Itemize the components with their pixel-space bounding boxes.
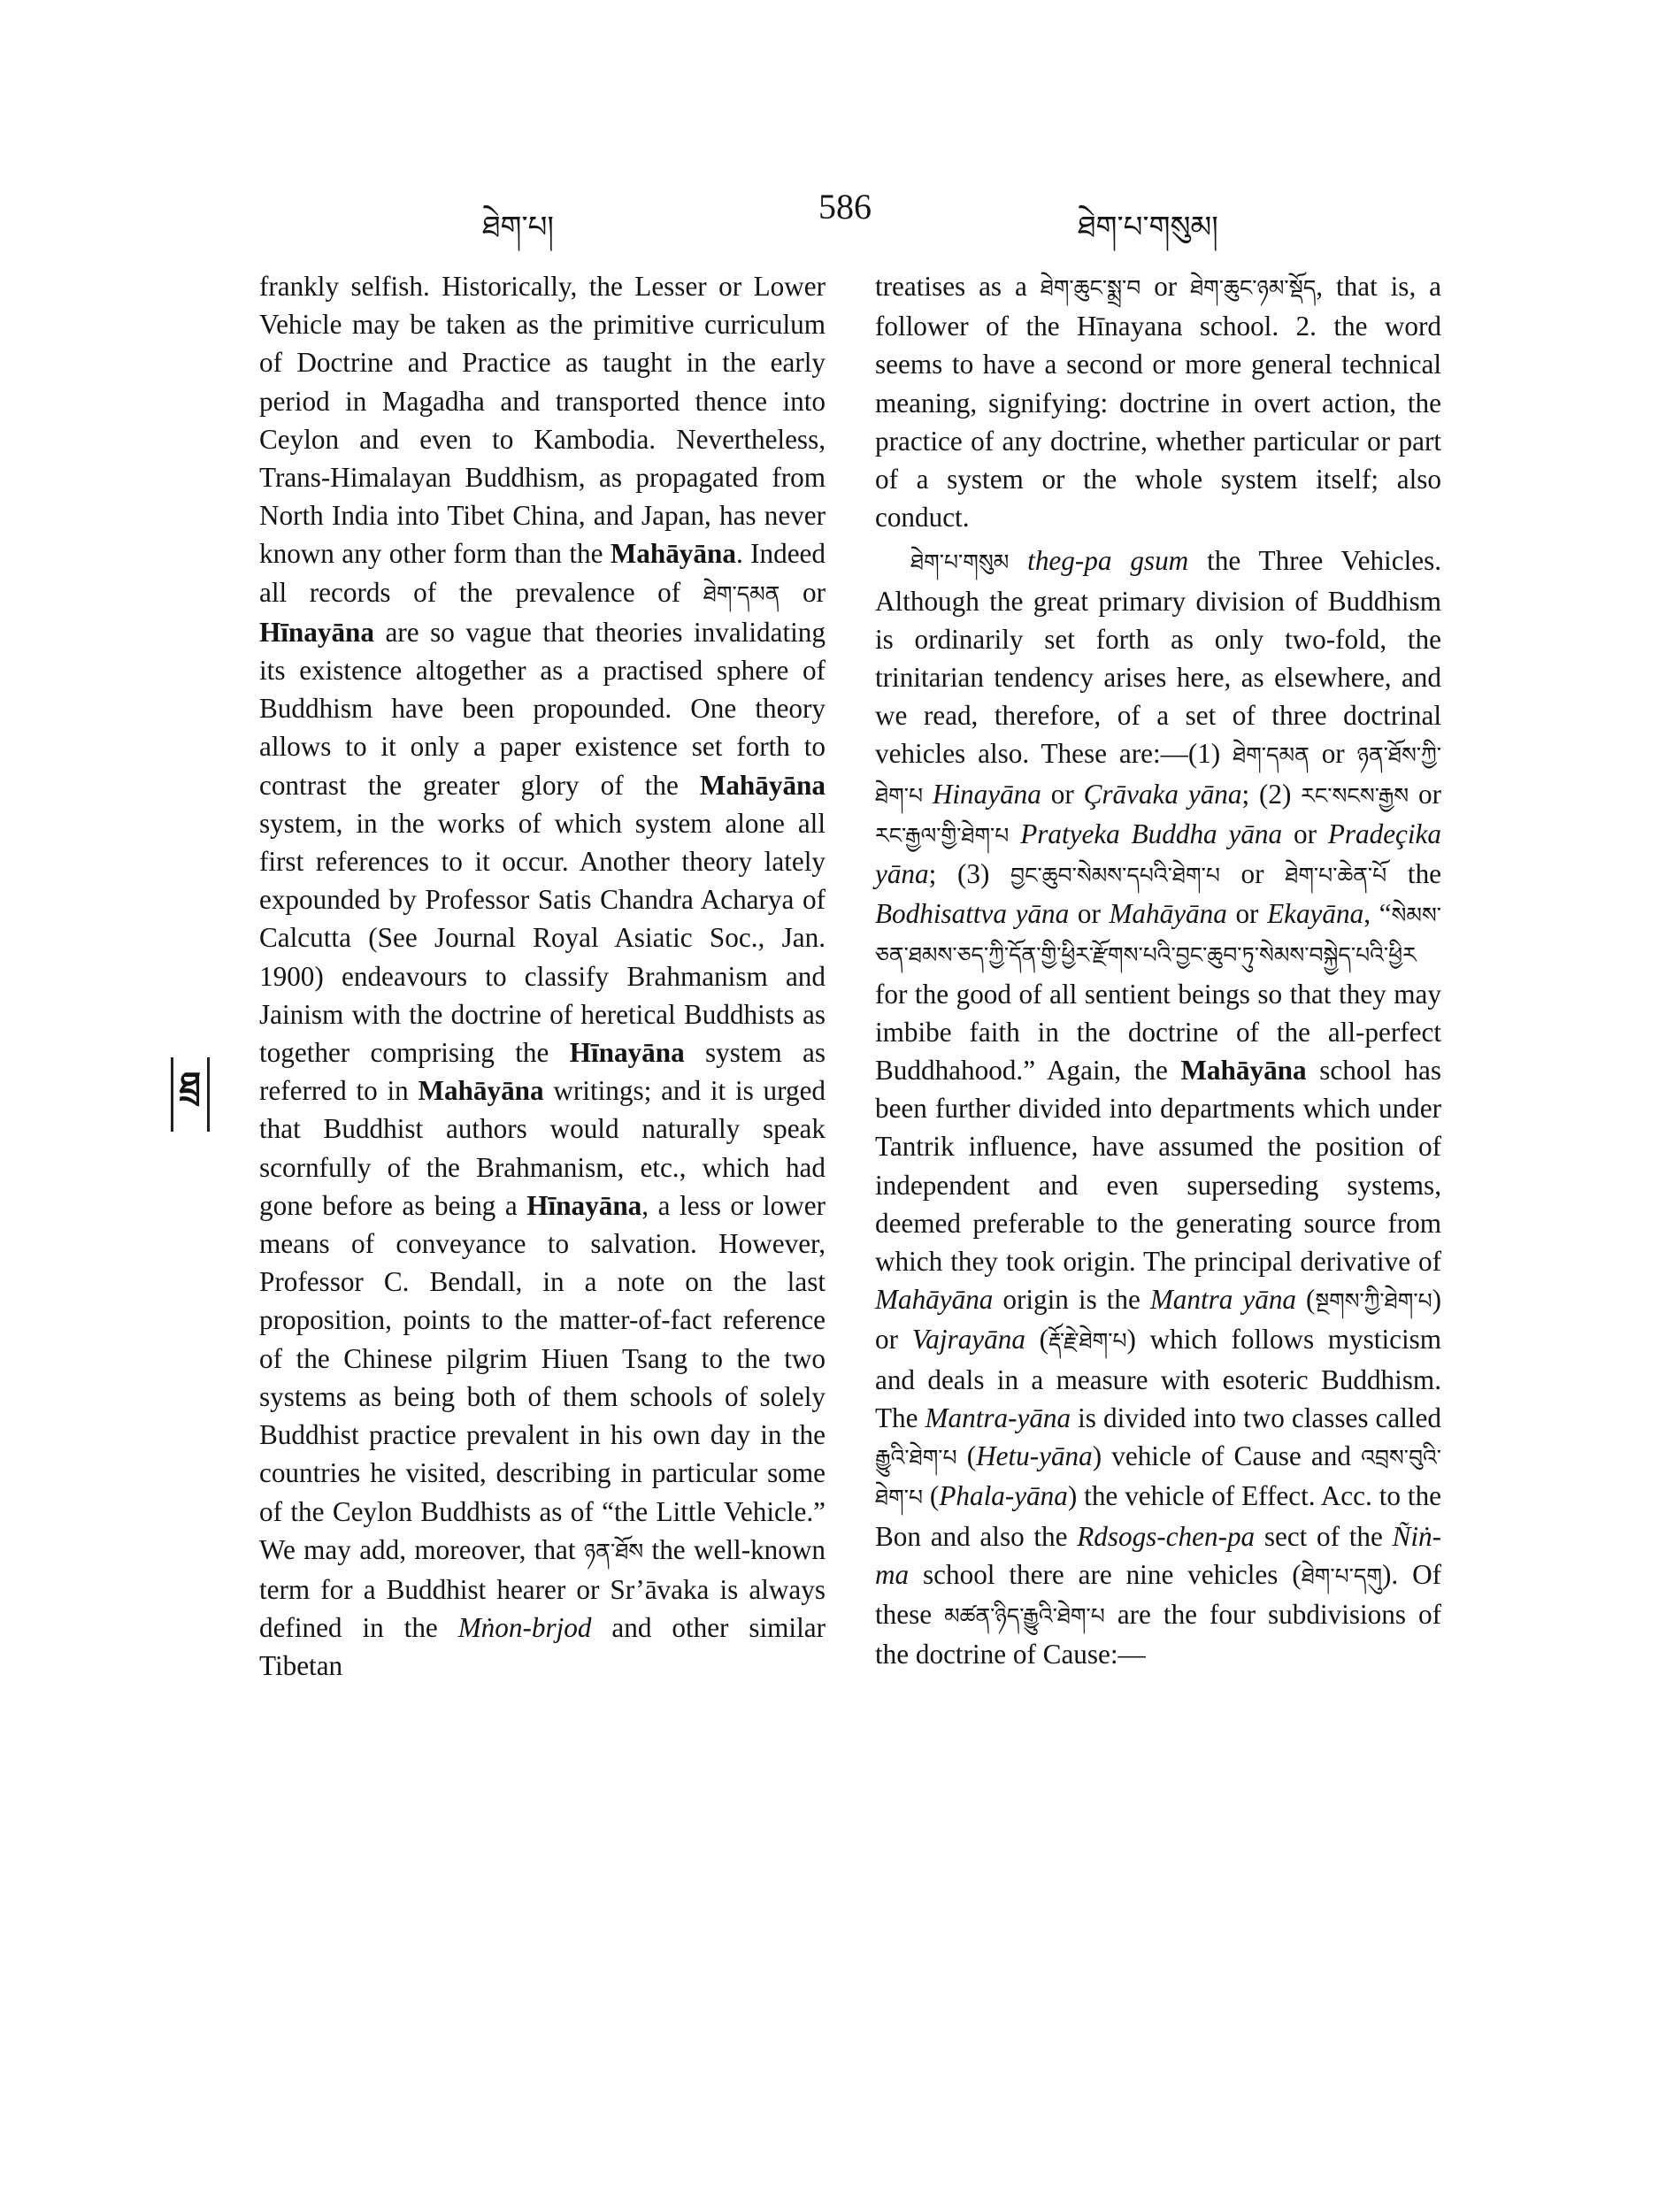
text-run: frankly selfish. Historically, the Lesser or Lower Vehicle may be taken as the primitive curriculum of Doctrine and Practice as taught in the early period in Magadha and transported thence into Ceylon and even to Kambodia. Nevertheless, Trans-Himalayan Buddhism, as propagated from North India into Tibet China, and Japan, has never known any other form than the	[259, 271, 826, 570]
tibetan-term: འབྲས་བུའི་ཐེག་པ	[875, 1445, 1441, 1511]
italic-term: Çrāvaka yāna	[1083, 778, 1242, 810]
italic-term: Pratyeka Buddha yāna	[1020, 818, 1283, 849]
term-mahayana: Mahāyāna	[1180, 1055, 1307, 1087]
right-column	[875, 267, 1441, 1673]
italic-term: Ekayāna	[1267, 898, 1364, 930]
text-run: (	[1025, 1324, 1049, 1356]
text-run: ) or	[875, 1284, 1442, 1356]
text-run	[1009, 545, 1027, 576]
margin-letter-mark: ཐྲ	[171, 1057, 210, 1132]
text-run: school there are nine vehicles (	[909, 1558, 1302, 1590]
left-paragraph-1	[259, 267, 826, 1686]
term-mnon-brjod: Mṅon-brjod	[457, 1612, 592, 1644]
italic-term: Vajrayāna	[911, 1324, 1025, 1356]
text-run	[1009, 818, 1020, 849]
right-paragraph-1	[875, 267, 1441, 536]
italic-term: Ñiṅ-ma	[875, 1520, 1441, 1590]
tibetan-term: ཉན་ཐོས་ཀྱི་ཐེག་པ	[875, 742, 1441, 809]
page-header	[0, 186, 1659, 245]
text-run: (	[1296, 1284, 1316, 1316]
text-run: ; (2)	[1241, 778, 1302, 810]
text-run: the Three Vehicles. Although the great primary division of Buddhism is ordinarily set forth as only two-fold, the trinitarian tendency arises here, as elsewhere, and we read, therefore, of a set of three doctrinal vehicles also. These are:—(1)	[875, 545, 1442, 770]
tibetan-term: རྡོ་རྗེ་ཐེག་པ	[1048, 1328, 1127, 1355]
italic-term: Mahāyāna	[1109, 898, 1227, 930]
tibetan-term: ཐེག་པ་དགུ	[1301, 1563, 1382, 1589]
tibetan-term: རང་སངས་རྒྱས	[1301, 782, 1409, 809]
right-paragraph-2	[875, 541, 1441, 1673]
text-run: system as referred to in	[259, 1037, 826, 1107]
term-mahayana: Mahāyāna	[610, 538, 736, 570]
italic-term: Mahāyāna	[875, 1284, 994, 1316]
text-run: or	[1226, 898, 1268, 930]
text-run: (	[922, 1480, 940, 1512]
text-run: or	[1282, 818, 1328, 849]
text-run: or	[1141, 271, 1191, 302]
italic-term: Phala-yāna	[939, 1480, 1068, 1512]
text-run: origin is the	[993, 1284, 1150, 1316]
page-number: 586	[818, 187, 872, 227]
term-hinayana: Hīnayāna	[569, 1037, 685, 1069]
term-mahayana: Mahāyāna	[418, 1075, 544, 1107]
tibetan-term: ཉན་ཐོས	[583, 1538, 644, 1564]
tibetan-term: སྔགས་ཀྱི་ཐེག་པ	[1315, 1288, 1432, 1315]
text-run: , a less or lower means of conveyance to salvation. However, Professor C. Bendall, in a note on the last proposition, points to the matter-of-fact reference of the Chinese pilgrim Hiuen Tsang to the two systems as being both of them schools of solely Buddhist practice prevalent in his own day in the countries he visited, describing in particular some of the Ceylon Buddhists as of “the Little Vehicle.” We may add, moreover, that	[259, 1189, 826, 1565]
text-run: system, in the works of which system alone all first references to it occur. Another theory lately expounded by Professor Satis Chandra Acharya of Calcutta (See Journal Royal Asiatic Soc., Jan. 1900) endeavours to classify Brahmanism and Jainism with the doctrine of heretical Buddhists as together comprising the	[259, 807, 826, 1069]
tibetan-term: ཐེག་ཆུང་སྨྲ་བ	[1040, 275, 1141, 301]
tibetan-quote: སེམས་ཅན་ཐམས་ཅད་ཀྱི་དོན་གྱི་ཕྱིར་རྫོགས་པའི་བྱང་ཆུབ་ཏུ་སེམས་བསྐྱེད་པའི་ཕྱིར	[875, 902, 1442, 969]
header-left-title: ཐེག་པ།	[482, 210, 554, 245]
text-run: or	[1409, 778, 1442, 810]
entry-transliteration: theg-pa gsum	[1027, 545, 1189, 577]
italic-term: Mantra yāna	[1149, 1284, 1297, 1316]
text-run: ) which follows mysticism and deals in a measure with esoteric Buddhism. The	[875, 1324, 1442, 1433]
text-run: and other similar Tibetan	[259, 1612, 826, 1682]
text-run: or	[1219, 858, 1286, 890]
text-run: ) vehicle of Cause and	[1092, 1440, 1362, 1472]
term-mahayana: Mahāyāna	[699, 769, 826, 801]
text-run: writings; and it is urged that Buddhist authors would naturally speak scornfully of the Brahmanism, etc., which had gone before as being a	[259, 1075, 826, 1221]
text-run: ) the vehicle of Effect. Acc. to the Bon and also the	[875, 1480, 1442, 1552]
text-run: (	[956, 1440, 977, 1472]
tibetan-term: ཐེག་ཆུང་ཉམ་སྡོད	[1190, 275, 1317, 301]
left-column	[259, 267, 826, 1686]
italic-term: Mantra-yāna	[925, 1402, 1071, 1433]
text-run: sect of the	[1255, 1520, 1393, 1552]
italic-term: Bodhisattva yāna	[875, 898, 1070, 930]
term-hinayana: Hīnayāna	[259, 616, 374, 648]
text-run: , that is, a follower of the Hīnayana school. 2. the word seems to have a second or more general technical meaning, signifying: doctrine in overt action, the practice of any doctrine, whether particular or part of a system or the whole system itself; also conduct.	[875, 271, 1441, 534]
italic-term: Hetu-yāna	[976, 1440, 1093, 1472]
tibetan-term: རང་རྒྱལ་གྱི་ཐེག་པ	[875, 822, 1010, 849]
text-run: or	[780, 576, 826, 608]
text-run: ; (3)	[928, 858, 1011, 890]
text-run: are so vague that theories invalidating its existence altogether as a practised sphere of Buddhism have been propounded. One theory allows to it only a paper existence set forth to contrast the greater glory of the	[259, 616, 826, 801]
text-run: are the four subdivisions of the doctrine of Cause:—	[875, 1598, 1441, 1671]
text-run: . Indeed all records of the prevalence of	[259, 538, 826, 608]
text-run: for the good of all sentient beings so that they may imbibe faith in the doctrine of the all-perfect Buddhahood.” Again, the	[875, 978, 1441, 1087]
text-run: the	[1386, 858, 1442, 890]
text-run	[923, 779, 933, 810]
tibetan-term: མཚན་ཉིད་རྒྱུའི་ཐེག་པ	[944, 1602, 1105, 1629]
header-right-title: ཐེག་པ་གསུམ།	[1078, 210, 1218, 245]
text-run: school has been further divided into departments which under Tantrik influence, have assumed the position of independent and even superseding systems, deemed preferable to the generating source from which they took origin. The principal derivative of	[875, 1055, 1441, 1278]
tibetan-term: རྒྱུའི་ཐེག་པ	[875, 1445, 957, 1471]
text-run: the well-known term for a Buddhist hearer or Sr’āvaka is always defined in the	[259, 1533, 826, 1644]
text-run: or	[1069, 898, 1110, 930]
tibetan-term: ཐེག་པ་ཆེན་པོ	[1285, 863, 1387, 889]
text-run: is divided into two classes called	[1071, 1402, 1441, 1433]
text-run: or	[1041, 778, 1084, 810]
tibetan-term: བྱང་ཆུབ་སེམས་དཔའི་ཐེག་པ	[1010, 863, 1220, 889]
text-run: or	[1309, 738, 1357, 770]
tibetan-term: ཐེག་དམན	[703, 580, 780, 607]
entry-headword: ཐེག་པ་གསུམ	[910, 549, 1010, 576]
term-hinayana: Hīnayāna	[526, 1189, 642, 1221]
text-run: ). Of these	[875, 1558, 1442, 1630]
text-run: , “	[1363, 898, 1392, 930]
tibetan-term: ཐེག་དམན	[1233, 742, 1310, 769]
italic-term: Rdsogs-chen-pa	[1077, 1520, 1256, 1552]
italic-term: Pradeçika yāna	[875, 818, 1441, 890]
text-run: treatises as a	[875, 271, 1041, 302]
italic-term: Hinayāna	[932, 778, 1041, 810]
